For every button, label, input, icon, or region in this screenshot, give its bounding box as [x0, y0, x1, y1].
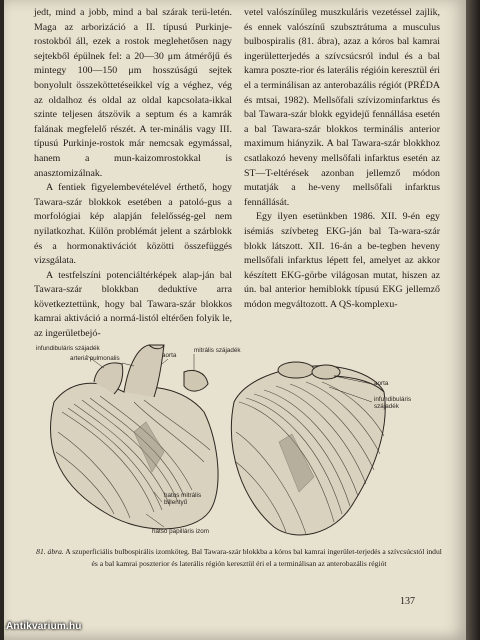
right-paragraph-2: Egy ilyen esetünkben 1986. XII. 9-én egy isémiás szívbeteg EKG-ján bal Ta-wara-szár blokk látszott. XII. 16-án a be-tegben heveny mellsőfali infarktus lépett fel, amelyet az akkor készített EKG-görbe világosan mutat, hiszen az ún. bal anterior hemiblokk típusú EKG jellemző módon megváltozott. A QS-komplexu- — [244, 211, 440, 310]
figure-caption — [34, 546, 444, 569]
right-paragraph-1: vetel valószínűleg muszkuláris vezetéssel zajlik, és ennek valószínű szubsztrátuma a musculus bulbospiralis (81. ábra), azaz a kóros bal kamrai ingerületterjedés a szívcsúcsról indul és a bal kamra poszte-rior és laterális régióin keresztül éri el a terminálisan az anterobazális régiót (PRÉDA és mtsai, 1982). Mellsőfali szívizominfarktus és bal Tawara-szár blokk egyidejű fennállása esetén a bal Tawara-szár blokkos terminális anterior maximum hiányzik. A bal Tawara-szár blokkhoz csatlakozó heveny mellsőfali infarktus esetén az ST—T-eltérések azonban jellemző módon mutatják a he-veny mellsőfali infarktus fennállását. — [244, 7, 440, 208]
left-paragraph-2: A fentiek figyelembevételével érthető, hogy Tawara-szár blokkok esetében a patoló-gus a morfológiai kép alapján felelősség-gel nem nyilatkozhat. Külön problémát jelent a szárblokk és a hormonaktivációt közötti összefüggés vizsgálata. — [34, 182, 232, 267]
caption-text: A szuperficiális bulbospirális izomköteg. Bal Tawara-szár blokkba a kóros bal kamrai ingerület-terjedés a szívcsúcstól indul és a bal kamrai poszterior és laterális régión keresztül éri el a terminálisan az anterobazális régiót — [65, 547, 442, 568]
label-infundibular-orifice-right: infundibuláris szájadék — [374, 396, 412, 410]
right-text-column — [244, 6, 440, 312]
page-number: 137 — [400, 596, 415, 607]
left-text-column — [34, 6, 232, 342]
label-mitral-valve: hatos mitrális billentyű — [164, 492, 202, 506]
label-pulmonary-artery: arteria pulmonalis — [70, 355, 120, 362]
label-mitral-orifice: mitrális szájadék — [194, 347, 241, 354]
book-spine-shadow — [466, 0, 480, 640]
book-page — [4, 0, 466, 640]
left-paragraph-1: jedt, mind a jobb, mind a bal szárak terü-letén. Maga az arborizáció a II. típusú Purkinje-rostokból áll, ezek a rostok meglehetősen nagy sejtekből épülnek fel: a 20—30 μm átmérőjű és mintegy 100—150 μm hosszúságú sejtek bonyolult összeköttetéseikkel víg a véghez, vég az oldalhoz és oldal az oldal kapcsolata-ikkal szinte teljesen átszövik a septum és a kamrák falának megfelelő részét. A ter-minális vagy III. típusú Purkinje-rostok már nemcsak egymással, hanem a mun-kaizomrostokkal is anasztomizálnak. — [34, 7, 232, 179]
caption-number: 81. ábra. — [36, 547, 64, 556]
label-aorta-left: aorta — [162, 352, 177, 359]
watermark: Antikvarium.hu — [6, 621, 82, 632]
heart-drawing — [34, 342, 444, 544]
label-infundibular-orifice: infundibuláris szájadék — [36, 345, 100, 352]
label-aorta-right: aorta — [374, 380, 389, 387]
left-paragraph-3: A testfelszíni potenciáltérképek alap-ján bal Tawara-szár blokkban deduktíve arra következtettünk, hogy bal Tawara-szár blokkos kamrai aktiváció a normá-listól eltérően folyik le, az ingerületbejó- — [34, 269, 232, 340]
label-posterior-papillary-muscle: hátsó papilláris izom — [152, 528, 210, 535]
heart-illustration — [34, 342, 444, 544]
